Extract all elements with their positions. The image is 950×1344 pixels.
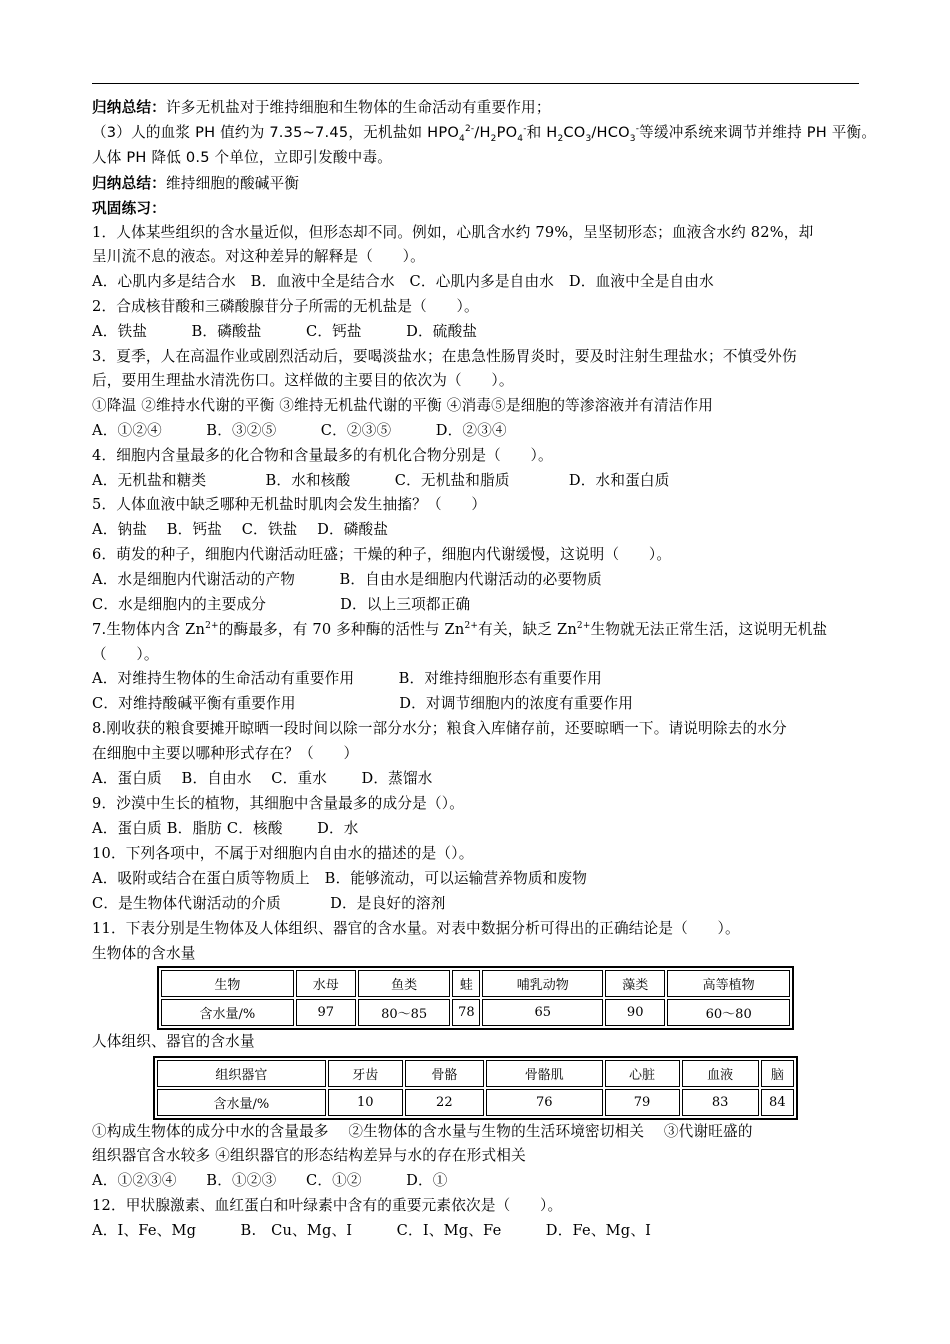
q5-options: A．钠盐 B．钙盐 C．铁盐 D．磷酸盐 xyxy=(92,521,389,538)
table-cell: 10 xyxy=(328,1089,403,1116)
table-cell: 骨骼肌 xyxy=(486,1060,603,1087)
subscript: 3 xyxy=(585,133,592,144)
table-cell: 78 xyxy=(452,999,480,1026)
text-run: 生物就无法正常生活，这说明无机盐 xyxy=(590,621,828,638)
table2-title: 人体组织、器官的含水量 xyxy=(92,1033,255,1050)
q7-line-2: （ ）。 xyxy=(92,646,159,663)
text-run: 有关，缺乏 Zn xyxy=(478,621,577,638)
q8-line-2: 在细胞中主要以哪种形式存在？（ ） xyxy=(92,745,359,762)
table-cell: 65 xyxy=(482,999,603,1026)
q11-items-2: 组织器官含水较多 ④组织器官的形态结构差异与水的存在形式相关 xyxy=(92,1147,526,1164)
table-cell: 含水量/% xyxy=(157,1089,326,1116)
summary-text: 维持细胞的酸碱平衡 xyxy=(165,175,300,192)
table-cell: 高等植物 xyxy=(667,970,790,997)
text-run: CO xyxy=(563,124,586,141)
q7-options-1: A．对维持生物体的生命活动有重要作用 B．对维持细胞形态有重要作用 xyxy=(92,670,602,687)
superscript: 2+ xyxy=(576,621,591,632)
table-cell: 心脏 xyxy=(605,1060,680,1087)
text-run: /HCO xyxy=(591,124,630,141)
practice-title: 巩固练习： xyxy=(92,200,166,217)
point-3-line-1 xyxy=(92,123,877,144)
organ-water-table xyxy=(153,1056,798,1120)
q12-line-1: 12．甲状腺激素、血红蛋白和叶绿素中含有的重要元素依次是（ ）。 xyxy=(92,1197,563,1214)
subscript: 2 xyxy=(490,133,497,144)
table-cell: 水母 xyxy=(296,970,356,997)
organism-water-table xyxy=(157,966,794,1030)
q1-line-1: 1．人体某些组织的含水量近似，但形态却不同。例如，心肌含水约 79%，呈坚韧形态；血液含水约 82%，却 xyxy=(92,224,814,241)
text-run: 的酶最多，有 70 多种酶的活性与 Zn xyxy=(218,621,465,638)
summary-label: 归纳总结： xyxy=(92,99,166,116)
table-cell: 60～80 xyxy=(667,999,790,1026)
table-cell: 80～85 xyxy=(358,999,450,1026)
table-header-row xyxy=(161,970,790,997)
header-rule xyxy=(92,83,859,84)
point-3-line-2: 人体 PH 降低 0.5 个单位，立即引发酸中毒。 xyxy=(92,149,393,166)
text-run: （3）人的血浆 PH 值约为 7.35~7.45，无机盐如 HPO xyxy=(92,124,460,141)
subscript: 4 xyxy=(517,133,524,144)
summary-2 xyxy=(92,174,867,194)
q4-options: A．无机盐和糖类 B．水和核酸 C．无机盐和脂质 D．水和蛋白质 xyxy=(92,472,670,489)
q3-line-2: 后，要用生理盐水清洗伤口。这样做的主要目的依次为（ ）。 xyxy=(92,372,514,389)
text-run: /H xyxy=(474,124,491,141)
q5-line-1: 5．人体血液中缺乏哪种无机盐时肌肉会发生抽搐？（ ） xyxy=(92,496,487,513)
q11-options: A．①②③④ B．①②③ C．①② D．① xyxy=(92,1172,448,1189)
q3-line-1: 3．夏季，人在高温作业或剧烈活动后，要喝淡盐水；在患急性肠胃炎时，要及时注射生理盐水；不慎受外伤 xyxy=(92,348,797,365)
q6-line-1: 6．萌发的种子，细胞内代谢活动旺盛；干燥的种子，细胞内代谢缓慢，这说明（ ）。 xyxy=(92,546,672,563)
superscript: - xyxy=(523,124,527,135)
superscript: - xyxy=(635,124,640,135)
table1-title: 生物体的含水量 xyxy=(92,945,196,962)
q12-options: A．I、Fe、Mg B. Cu、Mg、I C．I、Mg、Fe D．Fe、Mg、I xyxy=(92,1222,652,1239)
q1-options: A．心肌内多是结合水 B．血液中全是结合水 C．心肌内多是自由水 D．血液中全是自由水 xyxy=(92,273,714,290)
table-cell: 骨骼 xyxy=(405,1060,484,1087)
subscript: 2 xyxy=(557,133,564,144)
subscript: 4 xyxy=(459,133,465,144)
q10-line-1: 10．下列各项中，不属于对细胞内自由水的描述的是（）。 xyxy=(92,845,474,862)
q6-options-1: A．水是细胞内代谢活动的产物 B．自由水是细胞内代谢活动的必要物质 xyxy=(92,571,602,588)
table-cell: 76 xyxy=(486,1089,603,1116)
table-row xyxy=(157,1089,794,1116)
summary-text: 许多无机盐对于维持细胞和生物体的生命活动有重要作用； xyxy=(165,99,551,116)
q2-options: A．铁盐 B．磷酸盐 C．钙盐 D．硫酸盐 xyxy=(92,323,478,340)
superscript: 2- xyxy=(464,124,475,135)
table-cell: 生物 xyxy=(161,970,294,997)
q6-options-2: C．水是细胞内的主要成分 D．以上三项都正确 xyxy=(92,596,471,613)
subscript: 3 xyxy=(629,133,636,144)
text-run: 7.生物体内含 Zn xyxy=(92,621,206,638)
table-cell: 藻类 xyxy=(605,970,665,997)
q7-options-2: C．对维持酸碱平衡有重要作用 D．对调节细胞内的浓度有重要作用 xyxy=(92,695,634,712)
table-cell: 鱼类 xyxy=(358,970,450,997)
q10-options-1: A．吸附或结合在蛋白质等物质上 B．能够流动，可以运输营养物质和废物 xyxy=(92,870,588,887)
q1-line-2: 呈川流不息的液态。对这种差异的解释是（ ）。 xyxy=(92,248,425,265)
summary-1 xyxy=(92,98,867,118)
q11-line-1: 11．下表分别是生物体及人体组织、器官的含水量。对表中数据分析可得出的正确结论是（ ）。 xyxy=(92,920,740,937)
q4-line-1: 4．细胞内含量最多的化合物和含量最多的有机化合物分别是（ ）。 xyxy=(92,447,553,464)
table-cell: 哺乳动物 xyxy=(482,970,603,997)
table-cell: 牙齿 xyxy=(328,1060,403,1087)
text-run: 等缓冲系统来调节并维持 PH 平衡。 xyxy=(639,124,877,141)
superscript: 2+ xyxy=(464,621,479,632)
q3-options: A．①②④ B．③②⑤ C．②③⑤ D．②③④ xyxy=(92,422,507,439)
superscript: 2+ xyxy=(205,621,219,632)
q3-items: ①降温 ②维持水代谢的平衡 ③维持无机盐代谢的平衡 ④消毒⑤是细胞的等渗溶液并有清洁作用 xyxy=(92,397,714,414)
q8-options: A．蛋白质 B．自由水 C．重水 D．蒸馏水 xyxy=(92,770,433,787)
q8-line-1: 8.刚收获的粮食要摊开晾晒一段时间以除一部分水分；粮食入库储存前，还要晾晒一下。请说明除去的水分 xyxy=(92,720,787,737)
q9-line-1: 9．沙漠中生长的植物，其细胞中含量最多的成分是（）。 xyxy=(92,795,465,812)
table-cell: 97 xyxy=(296,999,356,1026)
text-run: PO xyxy=(496,124,518,141)
table-cell: 含水量/% xyxy=(161,999,294,1026)
q11-items-1: ①构成生物体的成分中水的含量最多 ②生物体的含水量与生物的生活环境密切相关 ③代谢旺盛的 xyxy=(92,1123,753,1140)
table-cell: 脑 xyxy=(761,1060,794,1087)
table-cell: 90 xyxy=(605,999,665,1026)
q10-options-2: C．是生物体代谢活动的介质 D．是良好的溶剂 xyxy=(92,895,446,912)
table-cell: 组织器官 xyxy=(157,1060,326,1087)
text-run: 和 H xyxy=(526,124,558,141)
table-cell: 蛙 xyxy=(452,970,480,997)
q2-line-1: 2．合成核苷酸和三磷酸腺苷分子所需的无机盐是（ ）。 xyxy=(92,298,479,315)
summary-label: 归纳总结： xyxy=(92,175,166,192)
table-cell: 22 xyxy=(405,1089,484,1116)
table-cell: 84 xyxy=(761,1089,794,1116)
table-cell: 79 xyxy=(605,1089,680,1116)
table-row xyxy=(161,999,790,1026)
q7-line-1 xyxy=(92,620,867,640)
q9-options: A．蛋白质 B．脂肪 C．核酸 D．水 xyxy=(92,820,359,837)
table-cell: 血液 xyxy=(682,1060,759,1087)
table-cell: 83 xyxy=(682,1089,759,1116)
table-header-row xyxy=(157,1060,794,1087)
